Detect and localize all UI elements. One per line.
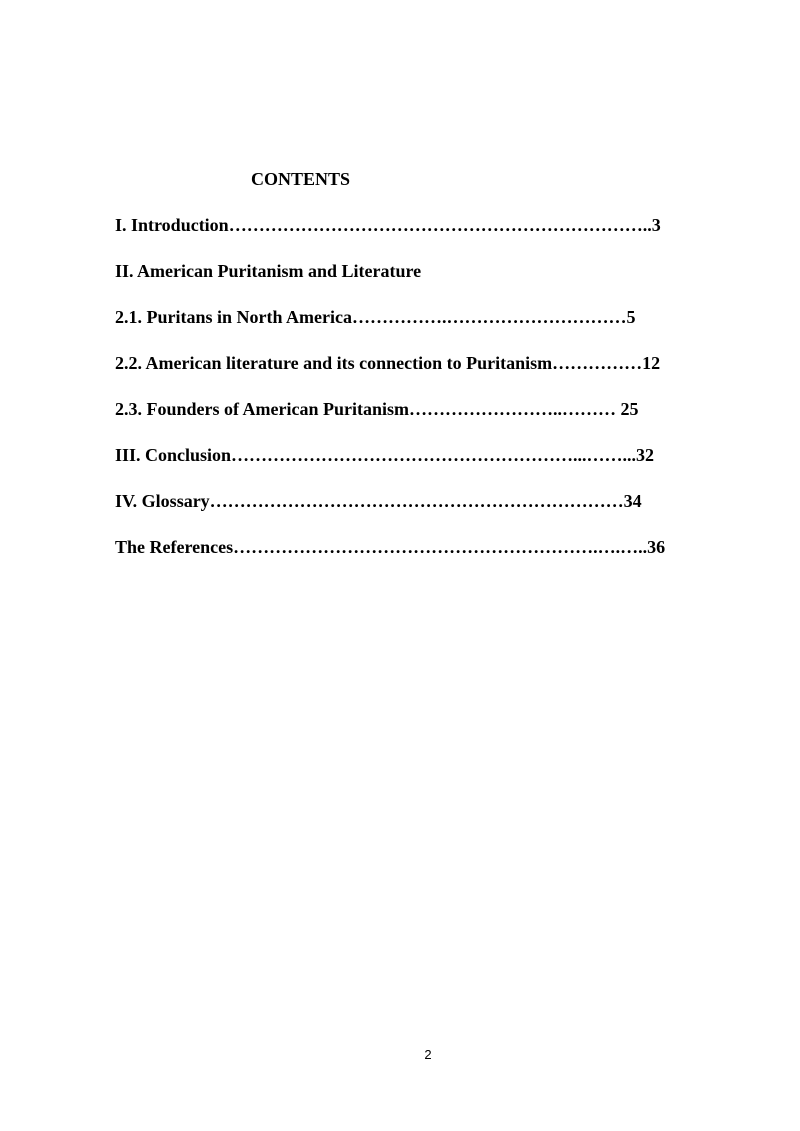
toc-entry-puritans-in-north-america: 2.1. Puritans in North America…………….…………………………5 [115,307,636,327]
toc-entry-founders-of-american-puritanism: 2.3. Founders of American Puritanism……………………..……… 25 [115,399,639,419]
toc-heading: CONTENTS [251,169,351,189]
page-number: 2 [424,1047,432,1062]
toc-entry-american-literature-connection: 2.2. American literature and its connection to Puritanism……………12 [115,353,661,373]
toc-entry-references: The References…………………………………………………….….…..36 [115,537,666,557]
toc-entry-introduction: I. Introduction……………………………………………………………..3 [115,215,661,235]
toc-entry-conclusion: III. Conclusion…………………………………………………...……...32 [115,445,655,465]
toc-entry-american-puritanism-and-literature: II. American Puritanism and Literature [115,261,422,281]
toc-entry-glossary: IV. Glossary……………………………………………………………34 [115,491,642,511]
